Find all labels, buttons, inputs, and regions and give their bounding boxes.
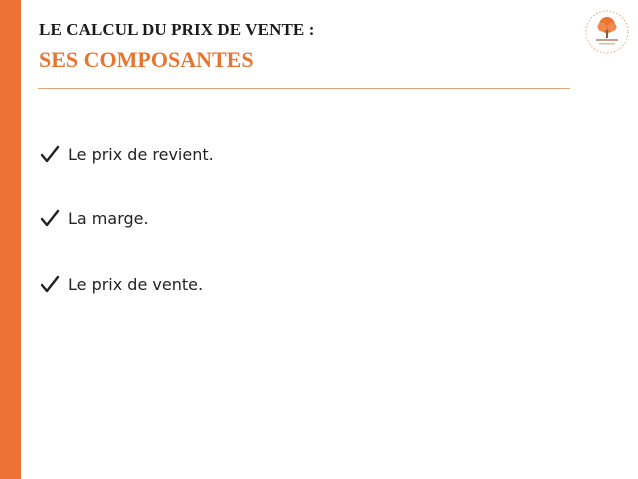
- slide-subtitle: SES COMPOSANTES: [39, 47, 254, 72]
- list-item: [40, 143, 214, 165]
- bullet-text: La marge.: [68, 208, 149, 228]
- slide-title: LE CALCUL DU PRIX DE VENTE :: [39, 20, 315, 39]
- checkmark-icon: [40, 207, 60, 229]
- checkmark-icon: [40, 273, 60, 295]
- tree-logo-icon: [583, 8, 631, 56]
- bullet-text: Le prix de vente.: [68, 274, 204, 294]
- checkmark-icon: [40, 143, 60, 165]
- title-divider: [38, 88, 570, 89]
- bullet-text: Le prix de revient.: [68, 144, 214, 164]
- list-item: [40, 207, 149, 229]
- list-item: [40, 273, 203, 295]
- accent-bar: [0, 0, 21, 479]
